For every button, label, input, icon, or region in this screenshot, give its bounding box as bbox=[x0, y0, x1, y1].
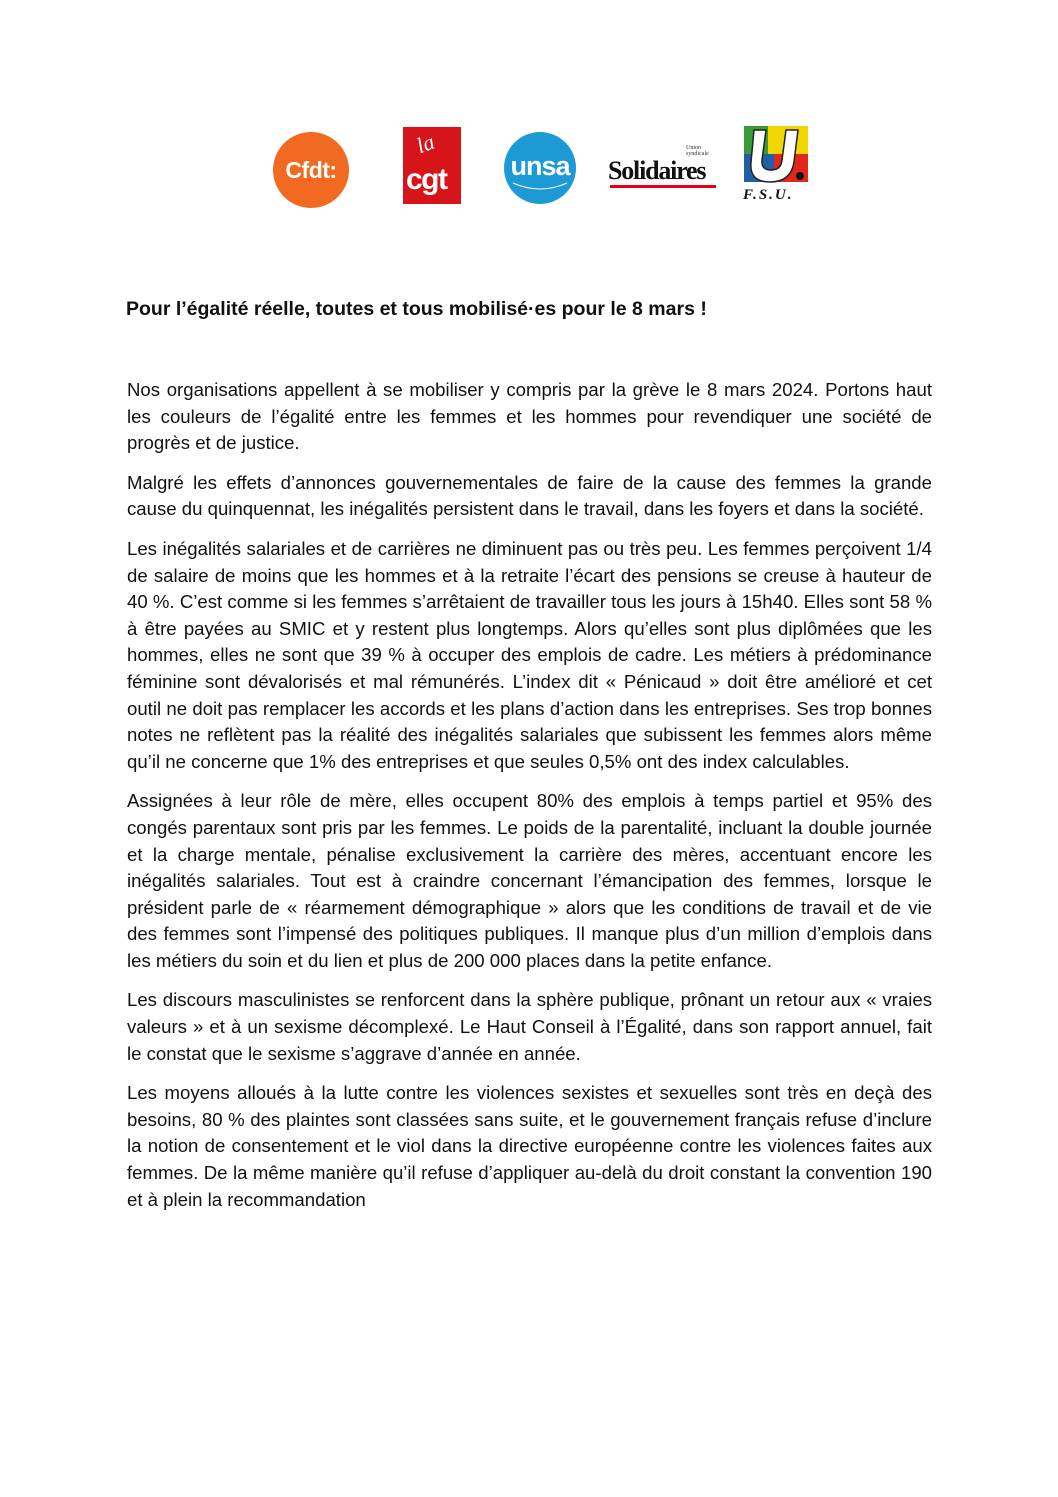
unsa-logo-graphic bbox=[503, 131, 577, 205]
paragraph: Les discours masculinistes se renforcent dans la sphère publique, prônant un retour aux « vraies valeurs » et à un sexisme décomplexé. Le Haut Conseil à l’Égalité, dans son rapport annuel, fait le constat que le sexisme s’aggrave d’année en année. bbox=[127, 989, 932, 1064]
fsu-logo bbox=[740, 124, 816, 206]
svg-text:unsa: unsa bbox=[510, 151, 570, 181]
unsa-logo bbox=[503, 131, 577, 205]
cfdt-logo-text: Cfdt: bbox=[285, 156, 337, 183]
paragraph: Nos organisations appellent à se mobiliser y compris par la grève le 8 mars 2024. Portons haut les couleurs de l’égalité entre les femmes et les hommes pour revendiquer une société de progrès et de justice. bbox=[127, 379, 932, 454]
cfdt-logo bbox=[273, 132, 349, 208]
cgt-logo-la: la bbox=[413, 128, 438, 159]
paragraph: Les moyens alloués à la lutte contre les violences sexistes et sexuelles sont très en deçà des besoins, 80 % des plaintes sont classées sans suite, et le gouvernement français refuse d’inclure la notion de consentement et le viol dans la directive européenne contre les violences faites aux femmes. De la même manière qu’il refuse d’appliquer au-delà du droit constant la convention 190 et à plein la recommandation bbox=[127, 1082, 932, 1210]
document-title: Pour l’égalité réelle, toutes et tous mobilisé·es pour le 8 mars ! bbox=[126, 298, 707, 320]
paragraph: Les inégalités salariales et de carrières ne diminuent pas ou très peu. Les femmes perçoivent 1/4 de salaire de moins que les hommes et à la retraite l’écart des pensions se creuse à hauteur de 40 %. C’est comme si les femmes s’arrêtaient de travailler tous les jours à 15h40. Elles sont 58 % à être payées au SMIC et y restent plus longtemps. Alors qu’elles sont plus diplômées que les hommes, elles ne sont que 39 % à occuper des emplois de cadre. Les métiers à prédominance féminine sont dévalorisés et mal rémunérés. L’index dit « Pénicaud » doit être amélioré et cet outil ne doit pas remplacer les accords et les plans d’action dans les entreprises. Ses trop bonnes notes ne reflètent pas la réalité des inégalités salariales que subissent les femmes alors même qu’il ne concerne que 1% des entreprises et que seules 0,5% ont des index calculables. bbox=[127, 537, 932, 772]
solidaires-logo-union: Union syndicale bbox=[686, 145, 709, 157]
cgt-logo-text: cgt bbox=[406, 163, 447, 196]
solidaires-logo-bar bbox=[610, 185, 716, 188]
document-body bbox=[127, 377, 932, 1226]
fsu-logo-text: F.S.U. bbox=[743, 187, 794, 203]
paragraph: Malgré les effets d’annonces gouvernementales de faire de la cause des femmes la grande cause du quinquennat, les inégalités persistent dans le travail, dans les foyers et dans la société. bbox=[127, 471, 932, 520]
paragraph: Assignées à leur rôle de mère, elles occupent 80% des emplois à temps partiel et 95% des congés parentaux sont pris par les femmes. Le poids de la parentalité, incluant la double journée et la charge mentale, pénalise exclusivement la carrière des mères, accentuant encore les inégalités salariales. Tout est à craindre concernant l’émancipation des femmes, lorsque le président parle de « réarmement démographique » alors que les conditions de travail et de vie des femmes sont l’impensé des politiques publiques. Il manque plus d’un million d’emplois dans les métiers du soin et du lien et plus de 200 000 places dans la petite enfance. bbox=[127, 790, 932, 971]
solidaires-logo bbox=[608, 145, 718, 190]
solidaires-logo-text: Solidaires bbox=[608, 156, 706, 185]
fsu-logo-graphic bbox=[740, 124, 816, 186]
cgt-logo bbox=[403, 127, 461, 204]
